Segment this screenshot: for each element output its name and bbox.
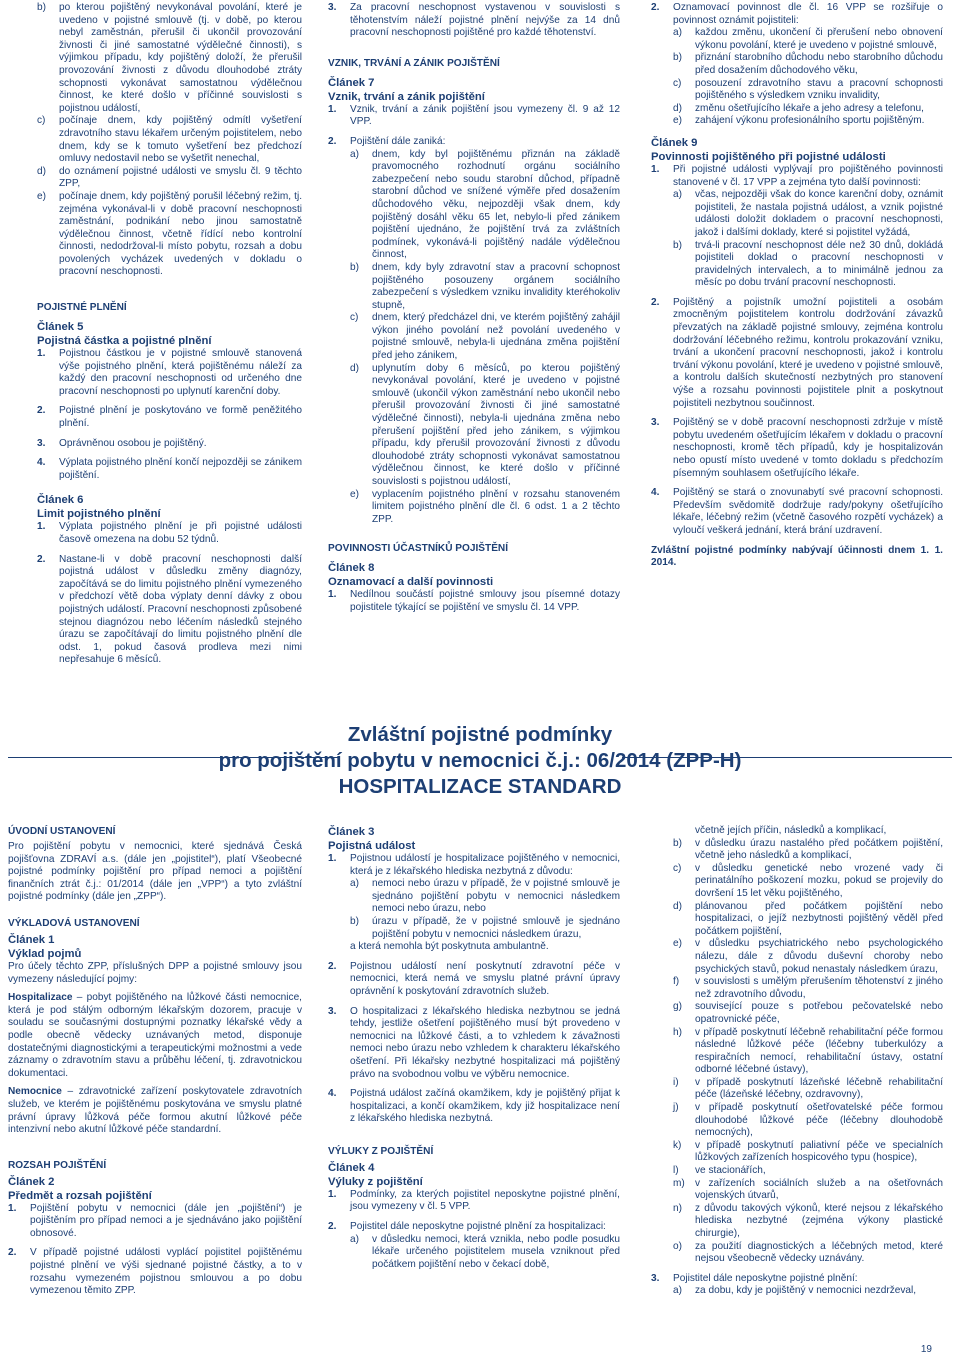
numbered-item: 1. Při pojistné události vyplývají pro pojištěného povinnosti stanovené v čl. 17 VPP a zejména tyto další povinnosti: [651,163,943,188]
numbered-item: 2. Pojistné plnění je poskytováno ve formě peněžitého plnění. [37,405,302,430]
numbered-item: 4. Pojistná událost začíná okamžikem, kdy je pojištěný přijat k hospitalizaci, a končí okamžikem, kdy již hospitalizace není z lékařského hlediska nezbytná. [328,1088,620,1125]
lettered-item: d) do oznámení pojistné události ve smyslu čl. 9 těchto ZPP, [37,165,302,190]
article-number: Článek 2 [8,1175,55,1188]
numbered-item: 4. Pojištěný se stará o znovunabytí své pracovní schopnosti. Především svědomitě dodržuje rady/pokyny ošetřujícího lékaře, léčebný režim (včetně časového rozpětí vycházek) a vyloučí veškerá jednání, která brání uzdravení. [651,487,943,536]
lettered-item: d) plánovanou před počátkem pojištění nebo hospitalizaci, o jejíž nezbytnosti pojištěný věděl před počátkem pojištění, [673,900,943,937]
article-title: Oznamovací a další povinnosti [328,576,494,589]
article-number: Článek 1 [8,933,55,946]
article-title: Vznik, trvání a zánik pojištění [328,90,485,103]
lettered-item: g) související pouze s potřebou pečovatelské nebo opatrovnické péče, [673,1001,943,1025]
document-title [0,722,960,800]
section-heading: POVINNOSTI ÚČASTNÍKŮ POJIŠTĚNÍ [328,543,509,555]
paragraph: a která nemohla být poskytnuta ambulantně. [350,941,549,953]
lettered-item: j) v případě poskytnutí ošetřovatelské péče formou dlouhodobé lůžkové péče (léčebny dlouhodobě nemocných), [673,1102,943,1139]
lettered-item: c) posouzení zdravotního stavu a pracovní schopnosti pojištěného s výsledkem vzniku invalidity, [673,77,943,102]
numbered-item: 2. V případě pojistné události vyplácí pojistitel pojištěnému pojistné plnění ve výši sjednané pojistné částky, a to v rozsahu vymezeném pojistnou smlouvou a po dobu vymezenou těmito ZPP. [8,1247,302,1297]
lettered-item: n) z důvodu takových výkonů, které nejsou z lékařského hlediska nezbytné (zejména výkony plastické chirurgie), [673,1202,943,1239]
lettered-item: e) počínaje dnem, kdy pojištěný porušil léčebný režim, tj. zejména vykonával-li v době pracovní neschopnosti zaměstnání, podnikání nebo jinou samostatně výdělečnou činnost, včetně řídící nebo kontrolní činnosti, nedodržoval-li místo pobytu, rozsah a dobu povolených vycházek uvedených v dokladu o pracovní neschopnosti. [37,190,302,278]
lettered-item: e) v důsledku psychiatrického nebo psychologického nálezu, dále z důvodu duševní choroby nebo psychických stavů, pokud nenastaly následkem úrazu, [673,938,943,975]
article-number: Článek 4 [328,1161,375,1174]
numbered-item: 1. Nedílnou součástí pojistné smlouvy jsou písemné dotazy pojistitele týkající se pojištění ve smyslu čl. 14 VPP. [328,589,620,613]
lettered-item: c) dnem, který předcházel dni, ve kterém pojištěný zahájil výkon jiného povolání než povolání uvedeného v pojistné smlouvě, nebyla-li ujednána změna pojištění před jeho zánikem, [350,312,620,362]
intro-paragraph: Pro pojištění pobytu v nemocnici, které sjednává Česká pojišťovna ZDRAVÍ a.s. (dále jen „pojistitel“), platí Všeobecné pojistné podmínky pojištění pro případ nemoci a pojištění finančních ztrát č.j.: 01/2014 (dále jen „VPP“) a tyto zvláštní pojistné podmínky (dále jen „ZPP“). [8,841,302,903]
section-heading: VÝLUKY Z POJIŠTĚNÍ [328,1145,434,1157]
article-number: Článek 8 [328,562,375,575]
numbered-item: 3. Pojistitel dále neposkytne pojistné plnění: [651,1272,858,1284]
article-number: Článek 5 [37,321,84,334]
lettered-item: c) počínaje dnem, kdy pojištěný odmítl vyšetření zdravotního stavu lékařem určeným pojistitelem, nebo dnem, kdy se k tomuto vyšetření bez předchozí omluvy nedostavil nebo se vyšetřit nenechal, [37,115,302,165]
top-column-1 [37,2,302,674]
numbered-item: 3. O hospitalizaci z lékařského hlediska nezbytnou se jedná tehdy, jestliže ošetření pojištěného musí být provedeno v nemocnici na lůžkové části, a to vzhledem k závažnosti nemoci nebo úrazu nebo vzhledem k charakteru lékařského ošetření. Při lékařsky nezbytné hospitalizaci má pojištěný právo na svobodnou volbu ve výběru nemocnice. [328,1005,620,1080]
bottom-column-1 [8,825,302,1305]
article-title: Výklad pojmů [8,947,82,960]
title-line-2: pro pojištění pobytu v nemocnici č.j.: 06/2014 (ZPP-H) [218,749,742,772]
numbered-item: 2. Oznamovací povinnost dle čl. 16 VPP se rozšiřuje o povinnost oznámit pojistiteli: [651,2,943,26]
title-line-3: HOSPITALIZACE STANDARD [338,775,622,798]
article-number: Článek 3 [328,826,375,838]
lettered-item: e) zahájení výkonu profesionálního sportu pojištěným. [673,115,925,127]
section-heading: VZNIK, TRVÁNÍ A ZÁNIK POJIŠTĚNÍ [328,57,500,69]
lettered-item: m) v zařízeních sociálních služeb a na ošetřovnách vojenských útvarů, [673,1177,943,1202]
page-number: 19 [920,1344,932,1356]
numbered-item: 2. Pojistnou událostí není poskytnutí zdravotní péče v nemocnici, která nemá ve smyslu platné právní úpravy oprávnění k poskytování zdravotních služeb. [328,960,620,997]
paragraph: Pro účely těchto ZPP, příslušných DPP a pojistné smlouvy jsou vymezeny následující pojmy: [8,960,302,985]
article-title: Povinnosti pojištěného při pojistné události [651,150,886,163]
numbered-item: 2. Nastane-li v době pracovní neschopnosti další pojistná událost v důsledku změny diagnózy, započítává se do limitu pojistného plnění vymezeného v předchozí větě doba výplaty denní dávky z obou pojistných událostí. Pracovní neschopnosti způsobené stejnou diagnózou nebo léčením následků stejného úrazu se započítávají do limitu pojistného plnění dle odst. 1, pokud časová prodleva mezi nimi nepřesahuje 6 měsíců. [37,553,302,666]
closing-statement: Zvláštní pojistné podmínky nabývají účinnosti dnem 1. 1. 2014. [651,544,943,569]
article-title: Předmět a rozsah pojištění [8,1189,152,1202]
numbered-item: 2. Pojištění dále zaniká: [328,135,446,147]
numbered-item: 3. Oprávněnou osobou je pojištěný. [37,437,207,449]
numbered-item: 1. Pojistnou událostí je hospitalizace pojištěného v nemocnici, která je z lékařského hlediska nezbytná z důvodu: [328,853,620,877]
lettered-item: b) dnem, kdy byly zdravotní stav a pracovní schopnost pojištěného posouzeny orgánem sociálního zabezpečení s výsledkem vzniku invalidity kteréhokoliv stupně, [350,261,620,311]
top-column-3 [651,2,943,570]
lettered-item: b) přiznání starobního důchodu nebo starobního důchodu před dosažením důchodového věku, [673,52,943,76]
lettered-item: a) včas, nejpozději však do konce karenční doby, oznámit pojistiteli, že nastala pojistná událost, a vznik pojistné události doložit dokladem o pracovní neschopnosti, jakož i dalšími doklady, které si pojistitel vyžádá, [673,189,943,238]
definition-nemocnice: Nemocnice – zdravotnické zařízení poskytovatele zdravotních služeb, ve kterém je pojištěnému poskytována ve smyslu platné právní úpravy lůžková péče formou akutní lůžkové péče intenzivní nebo akutní lůžkové péče standardní. [8,1086,302,1136]
lettered-item: i) v případě poskytnutí lázeňské léčebně rehabilitační péče (lázeňské léčebny, ozdravovny), [673,1076,943,1101]
title-line-1: Zvláštní pojistné podmínky [347,723,613,746]
bottom-column-3 [651,825,943,1298]
bottom-column-2 [328,825,620,1271]
lettered-item: h) v případě poskytnutí léčebně rehabilitační péče formou následné lůžkové péče (léčebny tuberkulózy a respiračních nemocí, rehabilitační ústavy, ostatní odborné léčebné ústavy), [673,1026,943,1076]
article-number: Článek 7 [328,76,375,89]
lettered-item: l) ve stacionářích, [673,1165,766,1177]
numbered-item: 1. Vznik, trvání a zánik pojištění jsou vymezeny čl. 9 až 12 VPP. [328,103,620,128]
numbered-item: 3. Za pracovní neschopnost vystavenou v souvislosti s těhotenstvím náleží pojistné plnění nejvýše za 14 dnů pracovní neschopnosti pojištěné pro každé těhotenství. [328,2,620,39]
numbered-item: 2. Pojistitel dále neposkytne pojistné plnění za hospitalizaci: [328,1221,606,1233]
lettered-item: a) nemoci nebo úrazu v případě, že v pojistné smlouvě je sjednáno pojištění pobytu v nemocnici následkem nemoci nebo úrazu, nebo [350,878,620,915]
lettered-item: e) vyplacením pojistného plnění v rozsahu stanoveném limitem pojistného plnění dle čl. 6 odst. 1 a 2 těchto ZPP. [350,488,620,525]
lettered-item: o) za použití diagnostických a léčebných metod, které nejsou všeobecně vědecky uznávány. [673,1240,943,1265]
lettered-item: d) uplynutím doby 6 měsíců, po kterou pojištěný nevykonával povolání, které je uvedeno v pojistné smlouvě (ukončil výkon zaměstnání nebo ukončil nebo přerušil provozování živnosti či jiné samostatné výdělečné činnosti), nebyla-li ujednána změna nebo přerušení pojištění před jeho zánikem, s výjimkou případu, kdy přerušil provozování živnosti z důvodu dlouhodobé ztráty schopnosti vykonávat samostatnou výdělečnou činnost, ke které došlo v příčinné souvislosti s pojistnou událostí, [350,362,620,487]
lettered-item: a) v důsledku nemoci, která vznikla, nebo podle posudku lékaře určeného pojistitelem musela vzniknout před počátkem pojištění nebo v čekací době, [350,1233,620,1270]
lettered-item: k) v případě poskytnutí paliativní péče ve specialních lůžkových zařízeních hospicového typu (hospice), [673,1139,943,1164]
article-title: Pojistná částka a pojistné plnění [37,335,212,348]
lettered-item: b) úrazu v případě, že v pojistné smlouvě je sjednáno pojištění pobytu v nemocnici následkem úrazu, [350,915,620,940]
article-title: Výluky z pojištění [328,1175,423,1188]
section-heading: POJISTNÉ PLNĚNÍ [37,302,127,314]
numbered-item: 1. Výplata pojistného plnění je při pojistné události časově omezena na dobu 52 týdnů. [37,521,302,545]
lettered-item: a) za dobu, kdy je pojištěný v nemocnici nezdrževal, [673,1285,917,1297]
lettered-item: a) každou změnu, ukončení či přerušení nebo obnovení výkonu povolání, které je uvedeno v pojistné smlouvě, [673,27,943,51]
numbered-item: 4. Výplata pojistného plnění končí nejpozději se zánikem pojištění. [37,457,302,481]
lettered-item: f) v souvislosti s umělým přerušením těhotenství z jiného než zdravotního důvodu, [673,976,943,1000]
top-column-2 [328,2,620,622]
definition-hospitalizace: Hospitalizace – pobyt pojištěného na lůžkové části nemocnice, která je pod stálým odborným lékařským dozorem, pracuje v souladu se současnými dostupnými poznatky lékařské vědy a podle obecně vědecky uznávaných metod, disponuje dostatečnými diagnostickými a terapeutickými možnostmi a vede záznamy o zdravotním stavu a průběhu léčení, tj. zdravotnickou dokumentaci. [8,992,302,1079]
section-heading: ROZSAH POJIŠTĚNÍ [8,1159,107,1171]
numbered-item: 2. Pojištěný a pojistník umožní pojistiteli a osobám zmocněným pojistitelem kontrolu dodržování závazků převzatých na základě pojistné smlouvy, zejména kontrolu dodržování léčebného režimu, kontrolu prokazování vzniku, trvání a ukončení pracovní neschopnosti, jakož i kontrolu trvání výkonu povolání, které je uvedeno v pojistné smlouvě, a kontrolu dalších skutečností nezbytných pro stanovení výše a rozsahu povinnosti pojistitele plnit a poskytnout pojistiteli nezbytnou součinnost. [651,296,943,409]
numbered-item: 1. Pojistnou částkou je v pojistné smlouvě stanovená výše pojistného plnění, která pojištěnému náleží za každý den pracovní neschopnosti od určeného dne pracovní neschopnosti po uplynutí karenční doby. [37,348,302,397]
numbered-item: 3. Pojištěný se v době pracovní neschopnosti zdržuje v místě pobytu uvedeném ošetřujícím lékařem v dokladu o pracovní neschopnosti, kromě těch případů, kdy je hospitalizován nebo opustí místo uvedené v tomto dokladu s předchozím písemným souhlasem ošetřujícího lékaře. [651,417,943,479]
article-number: Článek 6 [37,494,84,507]
section-heading: VÝKLADOVÁ USTANOVENÍ [8,917,140,929]
lettered-item: a) dnem, kdy byl pojištěnému přiznán na základě pravomocného rozhodnutí orgánu sociálního zabezpečení nebo soudu starobní důchod, případně starobní důchod ve snížené výměře před dosažením důchodového věku, nejpozději však dnem, kdy pojištěný dosáhl věku 65 let, nebylo-li před zánikem pojištění ujednáno, že pojištění trvá za zvláštních podmínek, vykonává-li pojištěný nadále výdělečnou činnost, [350,148,620,261]
article-title: Limit pojistného plnění [37,508,161,521]
lettered-item: c) v důsledku genetické nebo vrozené vady či perinatálního poškození mozku, pokud se projevily do dovršení 15 let věku pojištěného, [673,862,943,899]
lettered-item: b) v důsledku úrazu nastalého před počátkem pojištění, včetně jeho následků a komplikací, [673,837,943,862]
section-heading: ÚVODNÍ USTANOVENÍ [8,826,116,837]
numbered-item: 1. Podmínky, za kterých pojistitel neposkytne pojistné plnění, jsou vymezeny v čl. 5 VPP. [328,1188,620,1213]
lettered-item: b) trvá-li pracovní neschopnost déle než 30 dnů, dokládá pojistiteli doklad o pracovní neschopnosti v pravidelných intervalech, a to minimálně jednou za měsíc po dobu trvání pracovní neschopnosti. [673,239,943,289]
article-number: Článek 9 [651,136,698,149]
article-title: Pojistná událost [328,840,416,852]
continuation: včetně jejích příčin, následků a komplikací, [695,825,887,836]
numbered-item: 1. Pojištění pobytu v nemocnici (dále jen „pojištění“) je pojištěním pro případ nemoci a je sjednáváno jako pojištění obnosové. [8,1202,302,1239]
lettered-item: b) po kterou pojištěný nevykonával povolání, které je uvedeno v pojistné smlouvě (tj. v době, po kterou nebyl zaměstnán, přerušil či ukončil provozování živnosti či jiné samostatné výdělečné činnosti), s výjimkou případu, kdy pojištěný doloží, že přerušil provozování živnosti z důvodu dlouhodobé ztráty schopnosti vykonávat samostatnou výdělečnou činnost, ke které došlo v příčinné souvislosti s pojistnou událostí, [37,2,302,114]
lettered-item: d) změnu ošetřujícího lékaře a jeho adresy a telefonu, [673,102,924,114]
